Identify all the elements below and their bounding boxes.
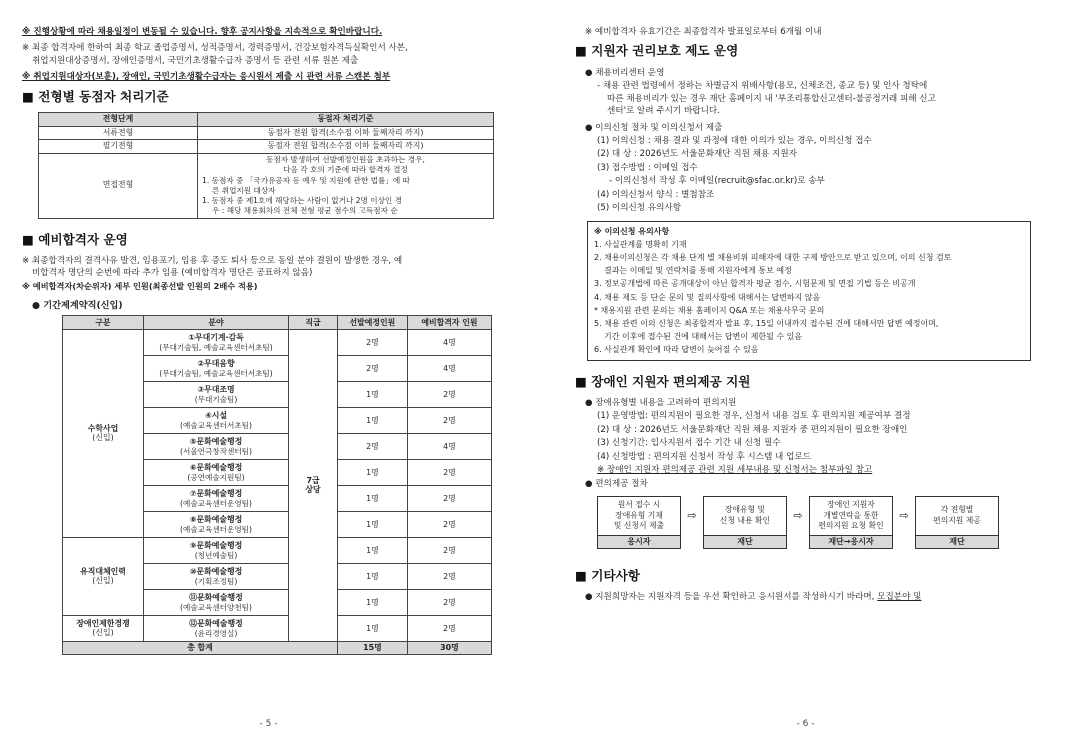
reserve-count-note: ※ 예비합격자(차순위자) 세부 인원(최종선발 인원의 2배수 적용) bbox=[22, 280, 258, 291]
bullet-center: ● 채용비리센터 운영 bbox=[585, 67, 665, 78]
arrow-right-icon: ⇨ bbox=[687, 508, 697, 522]
table-row bbox=[63, 537, 492, 563]
reserve-count: 2명 bbox=[407, 589, 491, 615]
field-org: (청년예술팀) bbox=[194, 550, 238, 560]
grade-cell bbox=[289, 329, 338, 641]
reserve-count: 2명 bbox=[407, 381, 491, 407]
flow-text: 및 신청서 제출 bbox=[613, 521, 665, 531]
center-text: 따른 채용비리가 있는 경우 재단 홈페이지 내 '부조리통합신고센터-불공정거래 피해 신고 bbox=[607, 93, 936, 104]
selected-count: 1명 bbox=[338, 589, 408, 615]
field-name: ⑦문화예술행정 bbox=[189, 488, 243, 498]
disability-attach-note: ※ 장애인 지원자 편의제공 관련 지원 세부내용 및 신청서는 첨부파일 참고 bbox=[597, 465, 873, 476]
field-org: (윤리경영실) bbox=[194, 628, 238, 638]
field-cell bbox=[144, 563, 289, 589]
reserve-count: 2명 bbox=[407, 459, 491, 485]
group-name: 유직대체인력 bbox=[80, 566, 126, 576]
note-line: 2. 채용이의신청은 각 채용 단계 별 채용비위 피해자에 대한 구제 방안으로 받고 있으며, 이의 신청 검토 bbox=[594, 253, 952, 263]
schedule-notice: ※ 진행상황에 따라 채용일정이 변동될 수 있습니다. 향후 공지사항을 지속적으로 확인바랍니다. bbox=[22, 27, 383, 37]
field-cell bbox=[144, 407, 289, 433]
disability-item: (3) 신청기간: 입사지원서 접수 기간 내 신청 필수 bbox=[597, 438, 781, 449]
interview-line: 동점자 발생하여 선발예정인원을 초과하는 경우, bbox=[266, 155, 425, 165]
disability-item: (2) 대 상 : 2026년도 서울문화재단 직원 채용 지원자 중 편의지원이 필요한 장애인 bbox=[597, 424, 908, 435]
selected-count: 1명 bbox=[338, 407, 408, 433]
reserve-text: ※ 최종합격자의 결격사유 발견, 임용포기, 임용 후 증도 퇴사 등으로 동일 분야 결원이 발생한 경우, 예 bbox=[22, 255, 403, 266]
total-reserve: 30명 bbox=[407, 641, 491, 654]
field-cell bbox=[144, 615, 289, 641]
arrow-right-icon: ⇨ bbox=[793, 508, 803, 522]
validity-note: ※ 예비합격자 유효기간은 최종합격자 발표일로부터 6개월 이내 bbox=[585, 27, 822, 37]
page-number: - 5 - bbox=[259, 719, 278, 729]
note-line: 6. 사실관계 확인에 따라 답변이 늦어질 수 있음 bbox=[594, 345, 759, 355]
field-org: (예술교육센터양천팀) bbox=[180, 602, 252, 612]
document-notice-cont: 취업지원대상증명서, 장애인증명서, 국민기초생활수급자 증명서 등 관련 서류 원본 제출 bbox=[32, 55, 359, 66]
field-cell bbox=[144, 589, 289, 615]
objection-item: (5) 이의신청 유의사항 bbox=[597, 203, 682, 214]
reserve-heading: ■ 예비합격자 운영 bbox=[22, 231, 128, 247]
tie-table bbox=[38, 112, 494, 219]
selected-count: 1명 bbox=[338, 459, 408, 485]
interview-item: 1. 동점자 중 제1호에 해당하는 사람이 없거나 2명 이상인 경 bbox=[202, 196, 403, 206]
group-cell bbox=[63, 329, 144, 537]
disability-item: (4) 신청방법 : 편의지원 신청서 작성 후 시스템 내 업로드 bbox=[597, 451, 811, 462]
field-org: (서울연극창작센터팀) bbox=[180, 446, 252, 456]
flow-text: 원서 접수 시 bbox=[617, 499, 661, 509]
objection-item: (4) 이의신청서 양식 : 별첨참조 bbox=[597, 189, 715, 200]
flow-text: 장애인 지원자 bbox=[827, 499, 875, 509]
flow-text: 편의지원 요청 확인 bbox=[818, 521, 884, 531]
flow-actor: 재단→응시자 bbox=[810, 535, 892, 548]
flow-actor: 응시자 bbox=[598, 535, 680, 548]
field-org: (무대기술팀, 예술교육센터서초팀) bbox=[159, 368, 273, 378]
field-org: (무대기술팀, 예술교육센터서초팀) bbox=[159, 342, 273, 352]
col-division: 구분 bbox=[63, 315, 144, 329]
document-notice: ※ 최종 합격자에 한하여 최종 학교 졸업증명서, 성적증명서, 경력증명서, 건강보험자격득실확인서 사본, bbox=[22, 43, 408, 54]
flow-step bbox=[703, 496, 787, 549]
group-name: 수학사업 bbox=[87, 423, 119, 433]
selected-count: 1명 bbox=[338, 615, 408, 641]
etc-text-main: ● 지원희망자는 지원자격 등을 우선 확인하고 응시원서를 작성하시기 바라며, bbox=[585, 592, 875, 603]
note-line: 1. 사실관계를 명확히 기재 bbox=[594, 239, 687, 249]
group-cell bbox=[63, 537, 144, 615]
field-cell bbox=[144, 329, 289, 355]
reserve-count: 2명 bbox=[407, 485, 491, 511]
procedure-flow bbox=[597, 496, 1056, 549]
field-name: ⑪문화예술행정 bbox=[189, 592, 243, 602]
total-label: 총 합계 bbox=[63, 641, 338, 654]
disability-item: (1) 운영방법: 편의지원이 필요한 경우, 신청서 내용 검토 후 편의지원 제공여부 결정 bbox=[597, 411, 911, 422]
group-sub: (신입) bbox=[92, 576, 114, 586]
flow-actor: 재단 bbox=[704, 535, 786, 548]
note-line: 3. 정보공개법에 따른 공개대상이 아닌 합격자 평균 점수, 시험문제 및 면접 기법 등은 비공개 bbox=[594, 279, 916, 289]
bullet-objection: ● 이의신청 절차 및 이의신청서 제출 bbox=[585, 122, 723, 133]
tie-stage: 필기전형 bbox=[39, 140, 198, 154]
selected-count: 1명 bbox=[338, 537, 408, 563]
tie-col-rule: 동점자 처리기준 bbox=[198, 113, 494, 127]
field-cell bbox=[144, 485, 289, 511]
note-line: 기간 이후에 접수된 건에 대해서는 답변이 제한될 수 있음 bbox=[604, 332, 803, 342]
reserve-count: 4명 bbox=[407, 433, 491, 459]
procedure-bullet: ● 편의제공 절차 bbox=[585, 478, 648, 489]
field-name: ③무대조명 bbox=[197, 384, 235, 394]
tie-col-stage: 전형단계 bbox=[39, 113, 198, 127]
center-text: - 채용 관련 법령에서 정하는 차별금지 위배사항(용모, 신체조건, 종교 등) 및 인사 청탁에 bbox=[597, 81, 928, 92]
field-cell bbox=[144, 355, 289, 381]
flow-step bbox=[597, 496, 681, 549]
reserve-count: 2명 bbox=[407, 537, 491, 563]
flow-step bbox=[915, 496, 999, 549]
total-selected: 15명 bbox=[338, 641, 408, 654]
field-org: (무대기술팀) bbox=[194, 394, 238, 404]
page-6 bbox=[537, 0, 1074, 749]
tie-rule-interview bbox=[198, 154, 494, 219]
table-row bbox=[39, 154, 494, 219]
field-name: ④시설 bbox=[205, 410, 227, 420]
arrow-right-icon: ⇨ bbox=[899, 508, 909, 522]
flow-step bbox=[809, 496, 893, 549]
selected-count: 2명 bbox=[338, 329, 408, 355]
field-name: ⑤문화예술행정 bbox=[189, 436, 243, 446]
note-line: * 채용지원 관련 문의는 채용 홈페이지 Q&A 또는 채용사무국 문의 bbox=[594, 305, 825, 315]
note-line: 4. 채용 제도 등 단순 문의 및 질의사항에 대해서는 답변하지 않음 bbox=[594, 292, 821, 302]
tie-stage: 서류전형 bbox=[39, 126, 198, 140]
contract-heading: ● 기간제계약직(신입) bbox=[32, 299, 123, 311]
field-cell bbox=[144, 433, 289, 459]
disability-heading: ■ 장애인 지원자 편의제공 지원 bbox=[575, 373, 751, 389]
reserve-table bbox=[62, 315, 492, 655]
note-line: 5. 채용 관련 이의 신청은 최종합격자 발표 후, 15일 이내까지 접수된 건에 대해서만 답변 예정이며, bbox=[594, 319, 939, 328]
rights-heading: ■ 지원자 권리보호 제도 운영 bbox=[575, 43, 739, 59]
total-row bbox=[63, 641, 492, 654]
center-text: 센터'로 알려 주시기 바랍니다. bbox=[607, 106, 720, 117]
field-name: ⑧문화예술행정 bbox=[189, 514, 243, 524]
field-name: ⑩문화예술행정 bbox=[189, 566, 243, 576]
selected-count: 1명 bbox=[338, 485, 408, 511]
field-cell bbox=[144, 381, 289, 407]
field-name: ①무대기계·감독 bbox=[188, 332, 244, 342]
note-title: ※ 이의신청 유의사항 bbox=[594, 226, 670, 236]
field-name: ⑥문화예술행정 bbox=[189, 462, 243, 472]
interview-item: 1. 동점자 중 「국가유공자 등 예우 및 지원에 관한 법률」에 따 bbox=[202, 175, 410, 185]
etc-heading: ■ 기타사항 bbox=[575, 567, 640, 583]
flow-text: 편의지원 제공 bbox=[933, 515, 981, 525]
field-org: (예술교육센터서초팀) bbox=[180, 420, 252, 430]
flow-text: 개별연락을 통한 bbox=[823, 510, 879, 520]
group-sub: (신입) bbox=[92, 628, 114, 638]
etc-text-underlined: 모집분야 및 bbox=[877, 592, 922, 603]
field-name: ⑨문화예술행정 bbox=[189, 540, 243, 550]
selected-count: 1명 bbox=[338, 511, 408, 537]
col-selected: 선발예정인원 bbox=[338, 315, 408, 329]
field-org: (공연예술지원팀) bbox=[187, 472, 245, 482]
field-cell bbox=[144, 537, 289, 563]
tie-heading: ■ 전형별 동점자 처리기준 bbox=[22, 88, 169, 104]
flow-actor: 재단 bbox=[916, 535, 998, 548]
reserve-count: 4명 bbox=[407, 329, 491, 355]
field-name: ②무대음향 bbox=[197, 358, 235, 368]
flow-text: 신청 내용 확인 bbox=[719, 515, 771, 525]
etc-text bbox=[575, 591, 1056, 603]
disability-bullet: ● 장애유형별 내용을 고려하여 편의지원 bbox=[585, 397, 737, 408]
tie-rule: 동점자 전원 합격(소수점 이하 둘째자리 까지) bbox=[198, 126, 494, 140]
reserve-text-cont: 비합격자 명단의 순번에 따라 추가 임용 (예비합격자 명단은 공표하지 않음) bbox=[32, 268, 313, 279]
flow-text: 장애유형 기재 bbox=[615, 510, 663, 520]
group-name: 장애인제한경쟁 bbox=[76, 618, 130, 628]
field-org: (예술교육센터운영팀) bbox=[180, 524, 252, 534]
objection-item: (2) 대 상 : 2026년도 서울문화재단 직원 채용 지원자 bbox=[597, 149, 797, 160]
scan-notice: ※ 취업지원대상자(보훈), 장애인, 국민기초생활수급자는 응시원서 제출 시 관련 서류 스캔본 첨부 bbox=[22, 72, 391, 83]
reserve-count: 2명 bbox=[407, 511, 491, 537]
selected-count: 1명 bbox=[338, 563, 408, 589]
field-org: (예술교육센터운영팀) bbox=[180, 498, 252, 508]
interview-line: 다음 각 호의 기준에 따라 합격자 결정 bbox=[283, 165, 408, 175]
reserve-count: 2명 bbox=[407, 563, 491, 589]
page-number: - 6 - bbox=[796, 719, 815, 729]
note-line: 결과는 이메일 및 연락처를 통해 지원자에게 통보 예정 bbox=[604, 266, 792, 276]
field-org: (기획조정팀) bbox=[194, 576, 238, 586]
field-name: ⑫문화예술행정 bbox=[189, 618, 243, 628]
field-cell bbox=[144, 511, 289, 537]
table-row bbox=[39, 140, 494, 154]
reserve-count: 4명 bbox=[407, 355, 491, 381]
col-field: 분야 bbox=[144, 315, 289, 329]
interview-item: 우 : 해당 채용회차의 전체 전형 평균 점수의 고득점자 순 bbox=[212, 206, 398, 216]
selected-count: 2명 bbox=[338, 433, 408, 459]
field-cell bbox=[144, 459, 289, 485]
flow-text: 각 전형별 bbox=[940, 505, 974, 515]
group-cell bbox=[63, 615, 144, 641]
table-row bbox=[63, 329, 492, 355]
grade: 7급 bbox=[306, 475, 320, 485]
col-reserve: 예비합격자 인원 bbox=[407, 315, 491, 329]
group-sub: (신입) bbox=[92, 433, 114, 443]
objection-item: (3) 접수방법 : 이메일 접수 bbox=[597, 162, 698, 173]
tie-rule: 동점자 전원 합격(소수점 이하 둘째자리 까지) bbox=[198, 140, 494, 154]
objection-item: (1) 이의신청 : 채용 결과 및 과정에 대한 이의가 있는 경우, 이의신청 접수 bbox=[597, 135, 872, 146]
tie-stage: 면접전형 bbox=[39, 154, 198, 219]
flow-text: 장애유형 및 bbox=[724, 505, 766, 515]
selected-count: 1명 bbox=[338, 381, 408, 407]
objection-note-box bbox=[587, 221, 1031, 361]
col-grade: 직급 bbox=[289, 315, 338, 329]
selected-count: 2명 bbox=[338, 355, 408, 381]
reserve-count: 2명 bbox=[407, 615, 491, 641]
interview-item: 른 취업지원 대상자 bbox=[212, 185, 276, 195]
objection-item: - 이의신청서 작성 후 이메일(recruit@sfac.or.kr)로 송부 bbox=[609, 176, 825, 187]
grade-sub: 상당 bbox=[305, 485, 321, 495]
table-row bbox=[63, 615, 492, 641]
table-row bbox=[39, 126, 494, 140]
reserve-count: 2명 bbox=[407, 407, 491, 433]
